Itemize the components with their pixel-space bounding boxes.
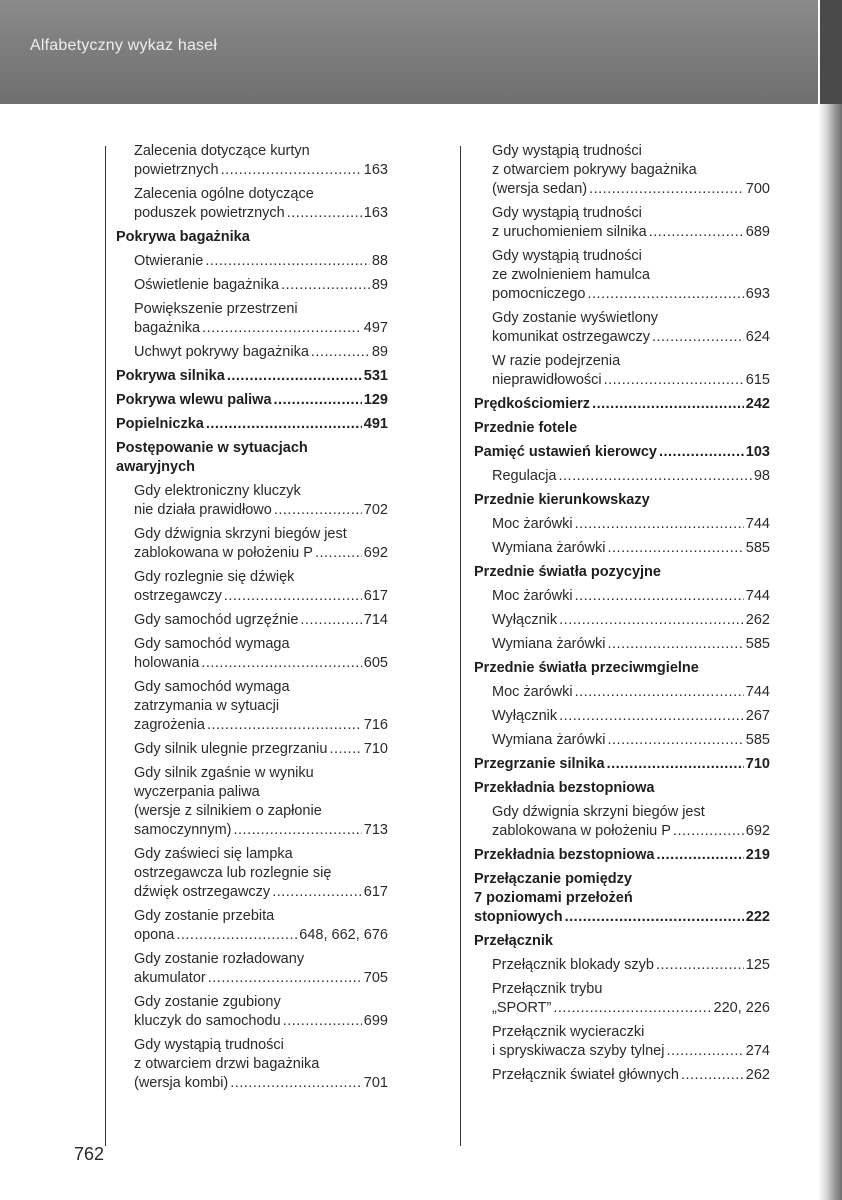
dot-leader — [224, 587, 362, 606]
entry-text-line: Powiększenie przestrzeni — [134, 301, 298, 317]
entry-leader-row — [474, 908, 770, 927]
index-subentry — [474, 707, 770, 726]
index-subentry — [116, 740, 388, 759]
entry-leader-row — [134, 883, 388, 902]
index-subentry — [474, 587, 770, 606]
page-reference: 744 — [745, 684, 770, 700]
entry-text-line: akumulator — [134, 970, 206, 986]
entry-leader-row — [492, 707, 770, 726]
entry-text-line: Gdy zaświeci się lampka — [134, 846, 293, 862]
entry-text-line: Moc żarówki — [492, 516, 573, 532]
entry-text-line: zablokowana w położeniu P — [134, 545, 313, 561]
entry-text-line: Przełącznik trybu — [492, 981, 603, 997]
entry-text-line: (wersja sedan) — [492, 181, 588, 197]
entry-text-line: Gdy samochód ugrzęźnie — [134, 612, 299, 628]
index-subentry — [474, 352, 770, 390]
index-subentry — [116, 142, 388, 180]
entry-leader-row — [134, 716, 388, 735]
index-heading — [474, 846, 770, 865]
entry-text-line: Gdy wystąpią trudności — [492, 248, 642, 264]
page-reference: 648, 662, 676 — [299, 927, 388, 943]
dot-leader — [300, 611, 361, 630]
index-heading — [474, 779, 770, 798]
entry-leader-row — [492, 956, 770, 975]
entry-leader-row — [134, 252, 388, 271]
entry-text-line: dźwięk ostrzegawczy — [134, 884, 271, 900]
index-subentry — [474, 635, 770, 654]
entry-leader-row — [134, 1074, 388, 1093]
page-reference: 710 — [363, 741, 388, 757]
entry-leader-row — [134, 969, 388, 988]
entry-text-line: Przednie światła pozycyjne — [474, 564, 661, 580]
index-subentry — [116, 525, 388, 563]
dot-leader — [575, 515, 744, 534]
dot-leader — [607, 635, 743, 654]
page-reference: 125 — [745, 957, 770, 973]
dot-leader — [281, 276, 370, 295]
entry-leader-row — [492, 999, 770, 1018]
index-heading — [474, 870, 770, 927]
index-heading — [116, 367, 388, 386]
dot-leader — [315, 544, 362, 563]
index-heading — [474, 755, 770, 774]
page-reference: 497 — [363, 320, 388, 336]
dot-leader — [230, 1074, 362, 1093]
index-subentry — [474, 309, 770, 347]
entry-text-line: Gdy zostanie zgubiony — [134, 994, 281, 1010]
entry-text-line: ostrzegawcza lub rozlegnie się — [134, 865, 332, 881]
entry-text-line: Przełącznik — [474, 933, 553, 949]
page-reference: 242 — [745, 396, 770, 412]
dot-leader — [207, 716, 362, 735]
entry-text-line: Zalecenia ogólne dotyczące — [134, 186, 314, 202]
index-subentry — [474, 204, 770, 242]
entry-text-line: Pokrywa bagażnika — [116, 229, 250, 245]
page-reference: 89 — [371, 344, 388, 360]
page-reference: 129 — [363, 392, 388, 408]
header-band — [0, 0, 820, 104]
dot-leader — [202, 319, 362, 338]
page-reference: 700 — [745, 181, 770, 197]
index-subentry — [474, 611, 770, 630]
page-reference: 585 — [745, 540, 770, 556]
entry-leader-row — [492, 587, 770, 606]
entry-text-line: holowania — [134, 655, 200, 671]
index-subentry — [474, 1023, 770, 1061]
entry-text-line: Przekładnia bezstopniowa — [474, 780, 655, 796]
entry-leader-row — [116, 367, 388, 386]
index-subentry — [116, 950, 388, 988]
entry-text-line: Regulacja — [492, 468, 557, 484]
dot-leader — [559, 707, 744, 726]
entry-text-line: Gdy zostanie rozładowany — [134, 951, 305, 967]
entry-text-line: Gdy dźwignia skrzyni biegów jest — [134, 526, 347, 542]
index-subentry — [116, 993, 388, 1031]
page-reference: 617 — [363, 884, 388, 900]
dot-leader — [657, 846, 744, 865]
page-reference: 89 — [371, 277, 388, 293]
entry-text-line: zatrzymania w sytuacji — [134, 698, 280, 714]
index-subentry — [116, 185, 388, 223]
entry-text-line: Wymiana żarówki — [492, 636, 606, 652]
dot-leader — [607, 539, 743, 558]
entry-text-line: Postępowanie w sytuacjach — [116, 440, 308, 456]
entry-text-line: komunikat ostrzegawczy — [492, 329, 650, 345]
page-reference: 262 — [745, 612, 770, 628]
entry-leader-row — [492, 328, 770, 347]
dot-leader — [681, 1066, 744, 1085]
dot-leader — [607, 755, 744, 774]
index-heading — [474, 443, 770, 462]
index-subentry — [474, 142, 770, 199]
entry-leader-row — [492, 515, 770, 534]
index-subentry — [116, 635, 388, 673]
entry-text-line: Wyłącznik — [492, 708, 558, 724]
entry-text-line: Wymiana żarówki — [492, 732, 606, 748]
dot-leader — [666, 1042, 743, 1061]
entry-text-line: (wersja kombi) — [134, 1075, 229, 1091]
entry-leader-row — [492, 1066, 770, 1085]
entry-text-line: Zalecenia dotyczące kurtyn — [134, 143, 310, 159]
entry-leader-row — [134, 611, 388, 630]
entry-leader-row — [474, 395, 770, 414]
entry-text-line: Przełącznik wycieraczki — [492, 1024, 645, 1040]
entry-leader-row — [492, 731, 770, 750]
page-reference: 262 — [745, 1067, 770, 1083]
entry-text-line: Moc żarówki — [492, 684, 573, 700]
dot-leader — [589, 180, 744, 199]
page-reference: 744 — [745, 516, 770, 532]
page-reference: 585 — [745, 732, 770, 748]
entry-text-line: z uruchomieniem silnika — [492, 224, 647, 240]
page-reference: 624 — [745, 329, 770, 345]
page-reference: 744 — [745, 588, 770, 604]
dot-leader — [604, 371, 744, 390]
entry-text-line: bagażnika — [134, 320, 201, 336]
entry-leader-row — [492, 285, 770, 304]
index-subentry — [474, 683, 770, 702]
entry-text-line: Pokrywa wlewu paliwa — [116, 392, 272, 408]
page-reference: 88 — [371, 253, 388, 269]
column-rule-left — [105, 146, 106, 1146]
entry-leader-row — [492, 683, 770, 702]
dot-leader — [559, 467, 752, 486]
index-heading — [474, 491, 770, 510]
index-subentry — [474, 803, 770, 841]
entry-text-line: wyczerpania paliwa — [134, 784, 260, 800]
dot-leader — [287, 204, 362, 223]
index-subentry — [116, 611, 388, 630]
entry-text-line: Uchwyt pokrywy bagażnika — [134, 344, 309, 360]
index-subentry — [116, 300, 388, 338]
entry-text-line: z otwarciem drzwi bagażnika — [134, 1056, 320, 1072]
dot-leader — [274, 391, 362, 410]
dot-leader — [221, 161, 362, 180]
index-heading — [474, 563, 770, 582]
entry-text-line: samoczynnym) — [134, 822, 232, 838]
dot-leader — [201, 654, 361, 673]
page-reference: 716 — [363, 717, 388, 733]
index-subentry — [474, 731, 770, 750]
index-subentry — [116, 678, 388, 735]
index-subentry — [116, 1036, 388, 1093]
page-reference: 689 — [745, 224, 770, 240]
entry-leader-row — [134, 276, 388, 295]
entry-leader-row — [474, 443, 770, 462]
index-heading — [116, 415, 388, 434]
index-subentry — [474, 247, 770, 304]
entry-leader-row — [134, 501, 388, 520]
entry-leader-row — [492, 223, 770, 242]
entry-text-line: (wersje z silnikiem o zapłonie — [134, 803, 322, 819]
page-reference: 274 — [745, 1043, 770, 1059]
entry-text-line: Pokrywa silnika — [116, 368, 225, 384]
dot-leader — [311, 343, 370, 362]
index-subentry — [474, 515, 770, 534]
entry-leader-row — [492, 1042, 770, 1061]
dot-leader — [575, 683, 744, 702]
index-subentry — [474, 980, 770, 1018]
dot-leader — [559, 611, 744, 630]
entry-text-line: Gdy silnik ulegnie przegrzaniu — [134, 741, 328, 757]
entry-text-line: Prędkościomierz — [474, 396, 591, 412]
page-reference: 531 — [363, 368, 388, 384]
index-subentry — [116, 482, 388, 520]
dot-leader — [592, 395, 744, 414]
page-reference: 585 — [745, 636, 770, 652]
index-subentry — [474, 467, 770, 486]
dot-leader — [649, 223, 744, 242]
entry-leader-row — [134, 343, 388, 362]
index-heading — [474, 659, 770, 678]
entry-text-line: Gdy elektroniczny kluczyk — [134, 483, 301, 499]
index-column-left — [116, 142, 388, 1098]
entry-text-line: Gdy zostanie wyświetlony — [492, 310, 659, 326]
page-edge-shadow-top — [820, 0, 842, 104]
dot-leader — [673, 822, 744, 841]
entry-text-line: Wymiana żarówki — [492, 540, 606, 556]
page-reference: 693 — [745, 286, 770, 302]
index-subentry — [474, 539, 770, 558]
entry-text-line: Pamięć ustawień kierowcy — [474, 444, 657, 460]
dot-leader — [652, 328, 744, 347]
index-subentry — [474, 1066, 770, 1085]
entry-leader-row — [116, 391, 388, 410]
entry-text-line: Przekładnia bezstopniowa — [474, 847, 655, 863]
dot-leader — [575, 587, 744, 606]
entry-text-line: zablokowana w położeniu P — [492, 823, 671, 839]
page-reference: 98 — [753, 468, 770, 484]
dot-leader — [329, 740, 361, 759]
page-reference: 692 — [745, 823, 770, 839]
page-reference: 103 — [745, 444, 770, 460]
entry-leader-row — [492, 611, 770, 630]
page-reference: 267 — [745, 708, 770, 724]
page-number: 762 — [74, 1144, 105, 1164]
page-reference: 163 — [363, 162, 388, 178]
entry-text-line: Oświetlenie bagażnika — [134, 277, 280, 293]
page-reference: 220, 226 — [713, 1000, 770, 1016]
entry-text-line: z otwarciem pokrywy bagażnika — [492, 162, 697, 178]
entry-leader-row — [134, 161, 388, 180]
page-reference: 702 — [363, 502, 388, 518]
dot-leader — [659, 443, 744, 462]
entry-leader-row — [474, 846, 770, 865]
index-heading — [474, 395, 770, 414]
index-subentry — [116, 845, 388, 902]
entry-leader-row — [134, 319, 388, 338]
index-heading — [474, 932, 770, 951]
dot-leader — [607, 731, 743, 750]
entry-text-line: kluczyk do samochodu — [134, 1013, 281, 1029]
index-heading — [116, 391, 388, 410]
page-reference: 605 — [363, 655, 388, 671]
column-rule-right — [460, 146, 461, 1146]
page-reference: 713 — [363, 822, 388, 838]
entry-text-line: nieprawidłowości — [492, 372, 602, 388]
entry-text-line: Gdy samochód wymaga — [134, 636, 290, 652]
entry-leader-row — [134, 654, 388, 673]
page-reference: 714 — [363, 612, 388, 628]
page-edge-shadow — [818, 0, 842, 1200]
page-reference: 710 — [745, 756, 770, 772]
dot-leader — [588, 285, 744, 304]
index-subentry — [116, 343, 388, 362]
entry-leader-row — [492, 635, 770, 654]
index-subentry — [116, 907, 388, 945]
page-reference: 219 — [745, 847, 770, 863]
index-heading — [116, 439, 388, 477]
entry-text-line: zagrożenia — [134, 717, 205, 733]
index-subentry — [116, 276, 388, 295]
entry-leader-row — [134, 587, 388, 606]
entry-text-line: Przednie fotele — [474, 420, 578, 436]
entry-text-line: Przednie światła przeciwmgielne — [474, 660, 699, 676]
dot-leader — [553, 999, 711, 1018]
dot-leader — [565, 908, 744, 927]
entry-text-line: W razie podejrzenia — [492, 353, 621, 369]
index-column-right — [474, 142, 770, 1090]
dot-leader — [234, 821, 362, 840]
entry-text-line: Przednie kierunkowskazy — [474, 492, 650, 508]
entry-text-line: Gdy rozlegnie się dźwięk — [134, 569, 295, 585]
page-reference: 705 — [363, 970, 388, 986]
entry-text-line: opona — [134, 927, 175, 943]
entry-leader-row — [492, 822, 770, 841]
entry-text-line: i spryskiwacza szyby tylnej — [492, 1043, 665, 1059]
entry-text-line: Gdy wystąpią trudności — [492, 143, 642, 159]
entry-leader-row — [492, 371, 770, 390]
entry-leader-row — [492, 467, 770, 486]
page-reference: 222 — [745, 909, 770, 925]
dot-leader — [227, 367, 362, 386]
entry-text-line: Przełącznik świateł głównych — [492, 1067, 679, 1083]
page-reference: 701 — [363, 1075, 388, 1091]
dot-leader — [208, 969, 362, 988]
dot-leader — [205, 252, 370, 271]
page-reference: 692 — [363, 545, 388, 561]
entry-text-line: pomocniczego — [492, 286, 586, 302]
entry-text-line: Gdy zostanie przebita — [134, 908, 275, 924]
entry-text-line: nie działa prawidłowo — [134, 502, 272, 518]
entry-text-line: Popielniczka — [116, 416, 204, 432]
entry-leader-row — [474, 755, 770, 774]
entry-leader-row — [492, 539, 770, 558]
entry-text-line: awaryjnych — [116, 459, 195, 475]
dot-leader — [206, 415, 362, 434]
entry-text-line: Gdy samochód wymaga — [134, 679, 290, 695]
entry-text-line: stopniowych — [474, 909, 563, 925]
index-subentry — [116, 252, 388, 271]
entry-text-line: Przełączanie pomiędzy — [474, 871, 632, 887]
entry-leader-row — [134, 544, 388, 563]
dot-leader — [274, 501, 362, 520]
page-reference: 699 — [363, 1013, 388, 1029]
entry-text-line: Wyłącznik — [492, 612, 558, 628]
index-heading — [474, 419, 770, 438]
entry-leader-row — [134, 1012, 388, 1031]
entry-text-line: powietrznych — [134, 162, 219, 178]
entry-text-line: poduszek powietrznych — [134, 205, 285, 221]
index-subentry — [116, 568, 388, 606]
entry-text-line: ostrzegawczy — [134, 588, 222, 604]
dot-leader — [283, 1012, 362, 1031]
dot-leader — [176, 926, 297, 945]
entry-text-line: Przełącznik blokady szyb — [492, 957, 654, 973]
index-heading — [116, 228, 388, 247]
page-reference: 615 — [745, 372, 770, 388]
entry-leader-row — [134, 926, 388, 945]
entry-text-line: „SPORT” — [492, 1000, 552, 1016]
section-title: Alfabetyczny wykaz haseł — [30, 37, 218, 54]
entry-text-line: Gdy wystąpią trudności — [134, 1037, 284, 1053]
entry-leader-row — [116, 415, 388, 434]
page-reference: 491 — [363, 416, 388, 432]
entry-text-line: Gdy dźwignia skrzyni biegów jest — [492, 804, 705, 820]
dot-leader — [272, 883, 362, 902]
entry-leader-row — [134, 204, 388, 223]
entry-text-line: Gdy wystąpią trudności — [492, 205, 642, 221]
page-reference: 163 — [363, 205, 388, 221]
entry-text-line: Gdy silnik zgaśnie w wyniku — [134, 765, 314, 781]
entry-text-line: Przegrzanie silnika — [474, 756, 605, 772]
entry-leader-row — [492, 180, 770, 199]
entry-leader-row — [134, 821, 388, 840]
index-subentry — [474, 956, 770, 975]
index-subentry — [116, 764, 388, 840]
entry-text-line: 7 poziomami przełożeń — [474, 890, 633, 906]
dot-leader — [656, 956, 744, 975]
entry-text-line: Otwieranie — [134, 253, 204, 269]
entry-leader-row — [134, 740, 388, 759]
entry-text-line: ze zwolnieniem hamulca — [492, 267, 650, 283]
entry-text-line: Moc żarówki — [492, 588, 573, 604]
page-reference: 617 — [363, 588, 388, 604]
